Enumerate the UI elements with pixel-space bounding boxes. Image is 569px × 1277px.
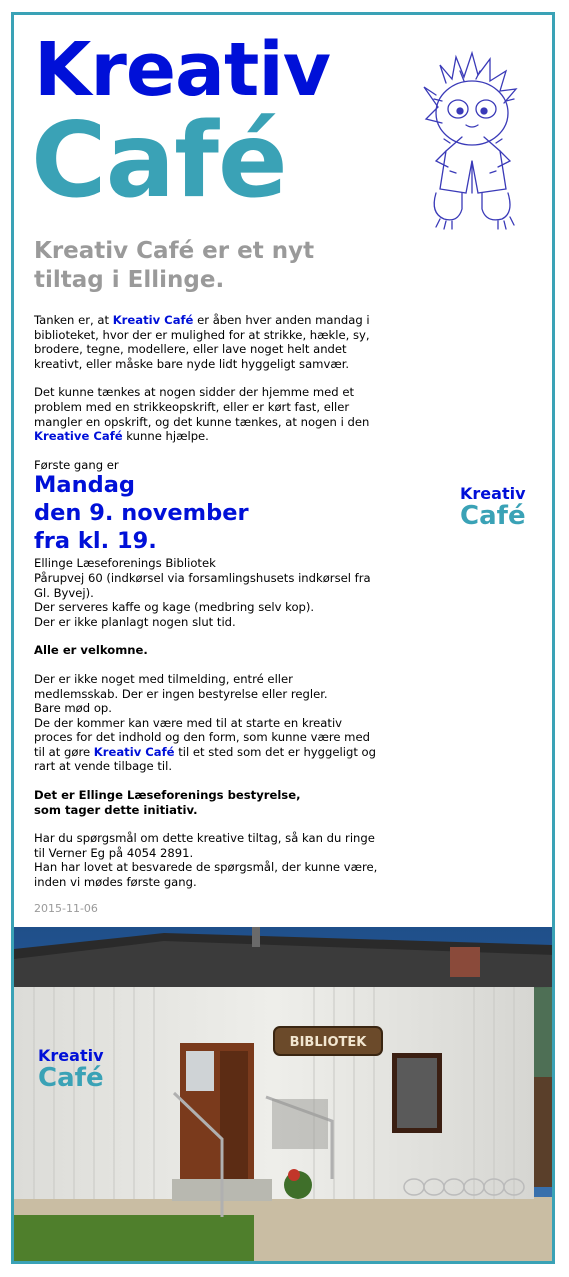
text: Der er ikke noget med tilmelding, entré eller medlemsskab. Der er ingen bestyrelse eller regler. (34, 671, 328, 701)
subtitle: Kreativ Café er et nyt tiltag i Ellinge. (34, 238, 315, 293)
photo-logo (38, 1047, 104, 1091)
text: kunne hjælpe. (122, 429, 209, 444)
text: til et sted som det er hyggeligt og rart at vende tilbage til. (34, 744, 376, 774)
logo-kreativ: Kreativ (38, 1046, 104, 1065)
article-body (34, 313, 379, 904)
text: De der kommer kan være med til at starte en kreativ proces for det indhold og den form, som kunne være med til at gøre (34, 715, 370, 759)
board-signature (34, 788, 379, 817)
bibliotek-sign: BIBLIOTEK (289, 1035, 367, 1050)
side-logo (460, 485, 526, 529)
date-line-2: den 9. november (34, 500, 249, 527)
rules-paragraph (34, 672, 379, 774)
problem-paragraph (34, 385, 379, 443)
highlight-name: Kreativ Café (112, 313, 194, 327)
text: Det er Ellinge Læseforenings bestyrelse, (34, 788, 301, 803)
date-line-3: fra kl. 19. (34, 528, 157, 555)
first-time-label: Første gang er (34, 457, 119, 472)
text: Har du spørgsmål om dette kreative tiltag, så kan du ringe til Verner Eg på 4054 2891. (34, 831, 375, 860)
highlight-name: Kreativ Café (93, 744, 175, 759)
text: Han har lovet at besvarede de spørgsmål, der kunne være, inden vi mødes første gang. (34, 860, 378, 890)
intro-paragraph (34, 313, 379, 371)
date-line-1: Mandag (34, 472, 135, 499)
publish-date: 2015-11-06 (34, 902, 98, 915)
welcome-line: Alle er velkomne. (34, 643, 148, 658)
poster-frame (11, 12, 555, 1264)
highlight-name: Kreative Café (34, 429, 123, 444)
title-cafe: Café (31, 101, 287, 221)
location-line: Der serveres kaffe og kage (medbring selv kop). (34, 600, 315, 615)
library-building-photo (14, 927, 552, 1261)
text: Det kunne tænkes at nogen sidder der hjemme med et problem med en strikkeopskrift, eller er kørt fast, eller mangler en opskrift, og det kunne tænkes, at nogen i den (34, 385, 370, 429)
logo-kreativ: Kreativ (460, 484, 526, 503)
text: Tanken er, at (34, 313, 113, 327)
text: som tager dette initiativ. (34, 802, 198, 817)
text: Bare mød op. (34, 701, 112, 716)
reading-monster-illustration (406, 43, 536, 235)
logo-cafe: Café (460, 501, 526, 531)
logo-cafe: Café (38, 1063, 104, 1093)
text: er åben hver anden mandag i biblioteket, hvor der er mulighed for at strikke, hækle, sy, brodere, tegne, modellere, eller lave noget helt andet kreativt, eller måske bare nyde lidt hyggeligt samvær. (34, 313, 370, 371)
location-line: Ellinge Læseforenings Bibliotek (34, 556, 216, 571)
location-line: Pårupvej 60 (indkørsel via forsamlingshusets indkørsel fra Gl. Byvej). (34, 570, 371, 600)
title-kreativ: Kreativ (34, 27, 330, 113)
contact-paragraph (34, 831, 379, 889)
location-block (34, 556, 379, 629)
location-line: Der er ikke planlagt nogen slut tid. (34, 614, 236, 629)
